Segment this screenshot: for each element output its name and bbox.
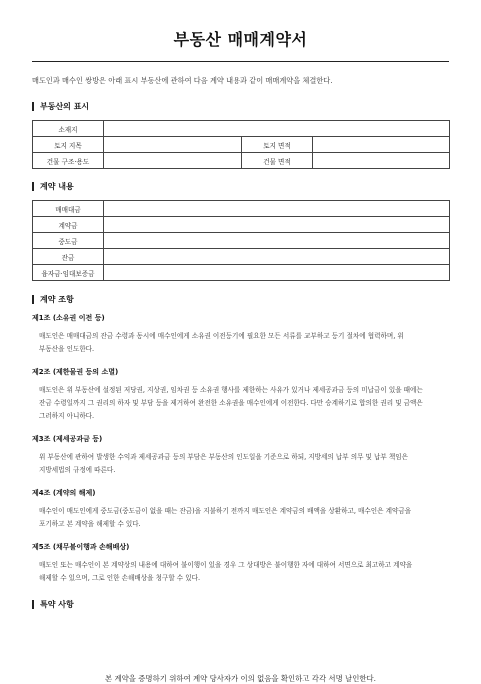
land-category-label: 토지 지목 [33, 137, 104, 153]
clause-line: 매도인은 위 부동산에 설정된 저당권, 지상권, 임차권 등 소유권 행사를 제한하는 사유가 있거나 제세공과금 등의 미납금이 있을 때에는 [39, 386, 423, 394]
clause-1-title: 제1조 (소유권 이전 등) [32, 314, 105, 322]
balance-field[interactable] [104, 249, 450, 265]
loan-deposit-label: 융자금·임대보증금 [33, 265, 104, 281]
clause-line: 그러하지 아니하다. [39, 412, 95, 420]
clause-4-body [39, 505, 444, 531]
contract-row [33, 233, 450, 249]
clause-1-body [39, 330, 444, 356]
loan-deposit-field[interactable] [104, 265, 450, 281]
footer-statement: 본 계약을 증명하기 위하여 계약 당사자가 이의 없음을 확인하고 각각 서명 날인한다. [105, 674, 376, 683]
sale-price-label: 매매대금 [33, 201, 104, 217]
contract-table [32, 200, 450, 281]
clause-line: 매도인은 매매대금의 잔금 수령과 동시에 매수인에게 소유권 이전등기에 필요한 모든 서류를 교부하고 등기 절차에 협력하며, 위 [39, 332, 404, 340]
clause-2-body [39, 384, 444, 423]
interim-payment-field[interactable] [104, 233, 450, 249]
title-divider [32, 61, 449, 62]
land-category-field[interactable] [104, 137, 242, 153]
contract-row [33, 249, 450, 265]
clause-line: 매도인 또는 매수인이 본 계약상의 내용에 대하여 불이행이 있을 경우 그 상대방은 불이행한 자에 대하여 서면으로 최고하고 계약을 [39, 561, 413, 569]
clause-line: 매수인이 매도인에게 중도금(중도금이 없을 때는 잔금)을 지불하기 전까지 매도인은 계약금의 배액을 상환하고, 매수인은 계약금을 [39, 507, 412, 515]
deposit-field[interactable] [104, 217, 450, 233]
building-structure-field[interactable] [104, 153, 242, 169]
sale-price-field[interactable] [104, 201, 450, 217]
contract-section-heading: 계약 내용 [32, 182, 74, 191]
property-row-location [33, 121, 450, 137]
contract-row [33, 265, 450, 281]
deposit-label: 계약금 [33, 217, 104, 233]
balance-label: 잔금 [33, 249, 104, 265]
clause-line: 위 부동산에 관하여 발생한 수익과 제세공과금 등의 부담은 부동산의 인도일을 기준으로 하되, 지방세의 납부 의무 및 납부 책임은 [39, 453, 408, 461]
land-area-field[interactable] [313, 137, 450, 153]
clause-line: 해제할 수 있으며, 그로 인한 손해배상을 청구할 수 있다. [39, 574, 201, 582]
clause-5-body [39, 559, 444, 585]
document-title: 부동산 매매계약서 [173, 30, 308, 49]
contract-row [33, 217, 450, 233]
property-table [32, 120, 450, 169]
property-row-land [33, 137, 450, 153]
property-row-building [33, 153, 450, 169]
interim-payment-label: 중도금 [33, 233, 104, 249]
contract-row [33, 201, 450, 217]
special-terms-area[interactable] [32, 615, 449, 665]
terms-section-heading: 계약 조항 [32, 295, 74, 304]
building-structure-label: 건물 구조·용도 [33, 153, 104, 169]
clause-4-title: 제4조 (계약의 해제) [32, 489, 96, 497]
building-area-label: 건물 면적 [242, 153, 313, 169]
location-field[interactable] [104, 121, 450, 137]
clause-3-title: 제3조 (제세공과금 등) [32, 435, 103, 443]
clause-line: 잔금 수령일까지 그 권리의 하자 및 부담 등을 제거하여 완전한 소유권을 매수인에게 이전한다. 다만 승계하기로 합의한 권리 및 금액은 [39, 399, 423, 407]
clause-line: 포기하고 본 계약을 해제할 수 있다. [39, 520, 141, 528]
clause-2-title: 제2조 (제한물권 등의 소멸) [32, 368, 119, 376]
clause-3-body [39, 451, 444, 477]
clause-5-title: 제5조 (채무불이행과 손해배상) [32, 543, 130, 551]
land-area-label: 토지 면적 [242, 137, 313, 153]
building-area-field[interactable] [313, 153, 450, 169]
clause-line: 부동산을 인도한다. [39, 345, 95, 353]
property-section-heading: 부동산의 표시 [32, 102, 89, 111]
clause-line: 지방세법의 규정에 따른다. [39, 466, 116, 474]
location-label: 소재지 [33, 121, 104, 137]
intro-text: 매도인과 매수인 쌍방은 아래 표시 부동산에 관하여 다음 계약 내용과 같이 매매계약을 체결한다. [32, 76, 333, 85]
special-terms-heading: 특약 사항 [32, 600, 74, 609]
